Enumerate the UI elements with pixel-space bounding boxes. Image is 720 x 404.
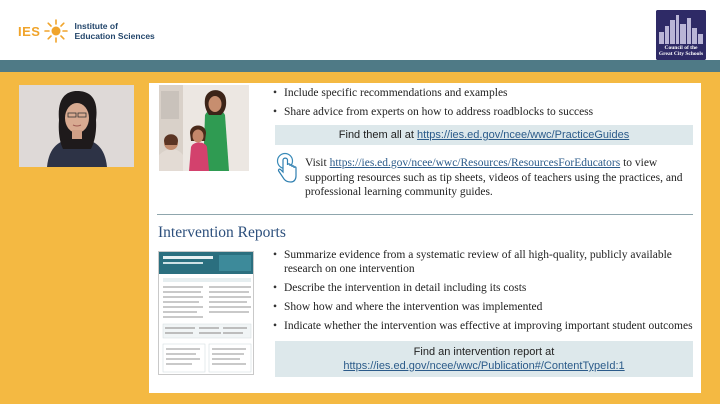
list-item: • Share advice from experts on how to address roadblocks to success xyxy=(273,105,693,119)
cgcs-line1: Council of the xyxy=(664,45,698,51)
section-heading: Intervention Reports xyxy=(158,224,286,241)
practice-guides-link[interactable]: https://ies.ed.gov/ncee/wwc/PracticeGuides xyxy=(417,129,630,141)
ies-name-line1: Institute of xyxy=(74,21,118,31)
visit-suffix: to view supporting resources such as tip sheets, videos of teachers using the practices, and professional learning community guides. xyxy=(305,157,683,198)
report-page-image xyxy=(159,252,254,375)
presenter-video xyxy=(19,85,134,167)
list-item: • Include specific recommendations and examples xyxy=(273,86,693,100)
header-accent-strip xyxy=(0,60,720,72)
section-divider xyxy=(157,214,693,215)
practice-guide-bullets xyxy=(273,86,693,124)
ies-name xyxy=(74,21,154,41)
resources-paragraph xyxy=(305,156,691,200)
ies-logo xyxy=(18,16,155,46)
presentation-slide xyxy=(149,83,701,393)
list-item: • Summarize evidence from a systematic review of all high-quality, publicly available research on one intervention xyxy=(273,248,693,276)
classroom-photo xyxy=(159,85,249,171)
cgcs-logo xyxy=(656,10,706,60)
intervention-report-callout xyxy=(275,341,693,377)
list-item: • Show how and where the intervention was implemented xyxy=(273,300,693,314)
cgcs-name xyxy=(656,45,706,57)
resources-link[interactable]: https://ies.ed.gov/ncee/wwc/Resources/ResourcesForEducators xyxy=(329,157,621,169)
ies-name-line2: Education Sciences xyxy=(74,31,155,41)
intervention-report-link[interactable]: https://ies.ed.gov/ncee/wwc/Publication#/ContentTypeId:1 xyxy=(343,360,625,372)
presenter-image xyxy=(19,85,134,167)
cgcs-line2: Great City Schools xyxy=(658,51,704,57)
classroom-image xyxy=(159,85,249,171)
list-item: • Describe the intervention in detail including its costs xyxy=(273,281,693,295)
callout-text: Find them all at xyxy=(338,129,418,141)
intervention-report-thumbnail xyxy=(158,251,254,375)
ies-letters: IES xyxy=(18,23,41,39)
list-item: • Indicate whether the intervention was effective at improving important student outcomes xyxy=(273,319,693,333)
pointing-hand-icon xyxy=(276,152,298,184)
callout-text: Find an intervention report at xyxy=(413,346,555,358)
intervention-report-bullets xyxy=(273,248,693,338)
visit-prefix: Visit xyxy=(305,157,330,169)
ies-sun-icon xyxy=(44,19,68,43)
practice-guides-callout xyxy=(275,125,693,145)
